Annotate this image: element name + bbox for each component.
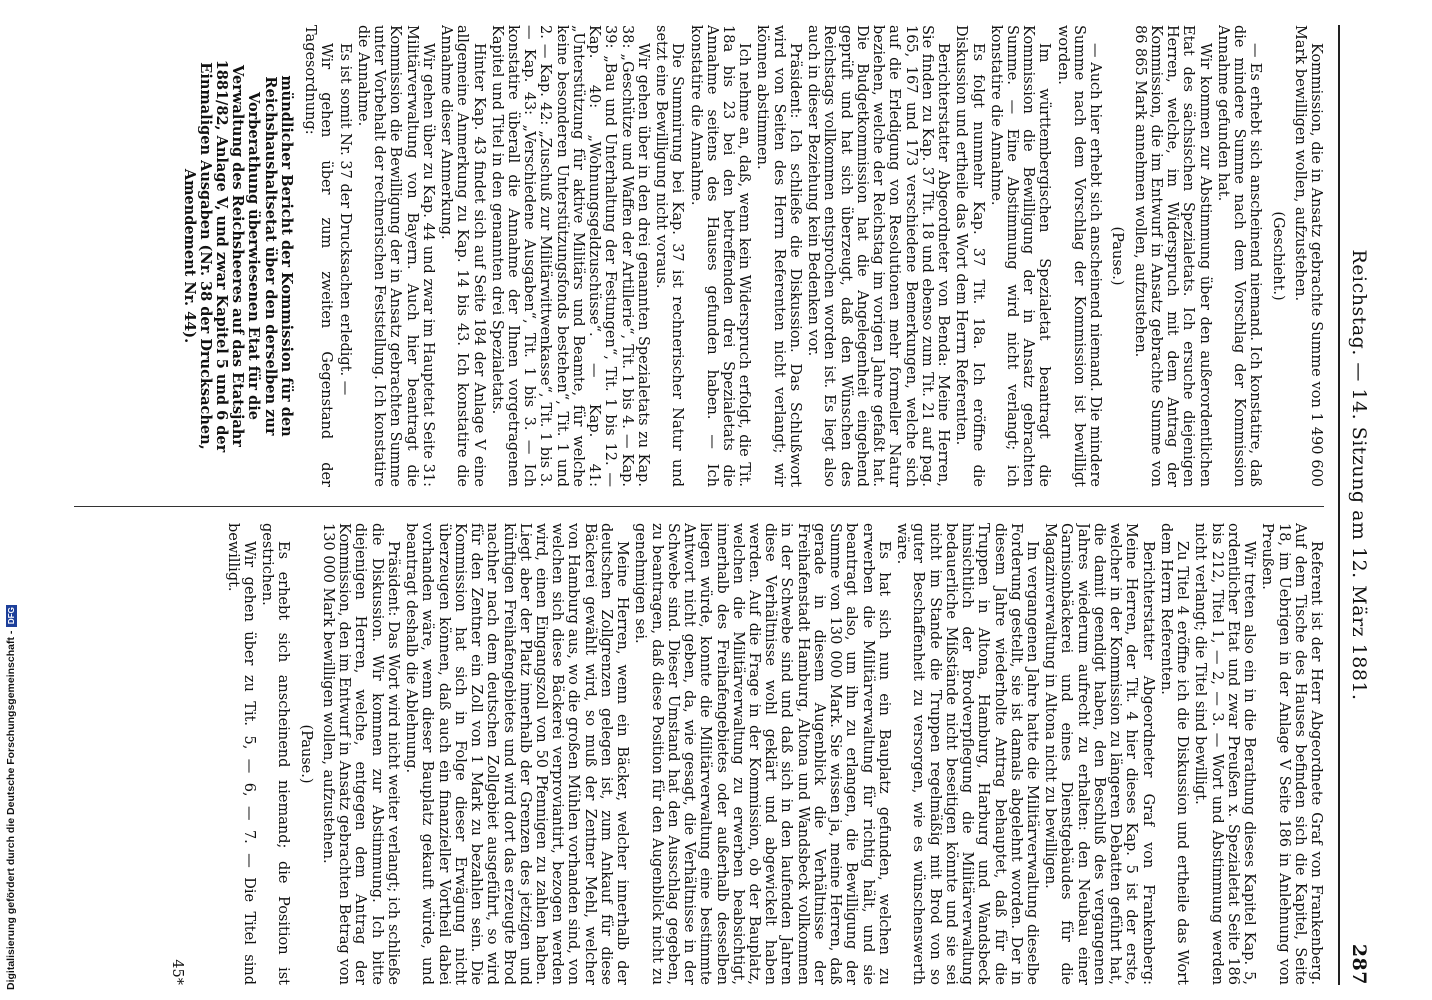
page-header xyxy=(1344,25,1374,985)
agenda-item-heading: mündlicher Bericht der Kommission für den Reichshaushaltsetat über den derselben zur Vorberathung überwiesenen Etat für die Verwaltung des Reichsheeres auf das Etatsjahr 1881/82, Anlage V, und zwar Kapitel 5 und 6 der Einmaligen Ausgaben (Nr. 38 der Drucksachen, Amendement Nr. 44). xyxy=(180,59,295,453)
paragraph: (Geschieht.) xyxy=(1269,211,1286,301)
column-divider xyxy=(74,506,1324,507)
paragraph: Präsident: Das Wort wird nicht weiter verlangt; ich schließe die Diskussion. Wir kommen zur Abstimmung. Ich bitte diejenigen Herren, welche, entgegen dem Antrag der Kommission, den im Entwurf in Ansatz gebrachten Betrag von 130 000 Mark bewilligen wollen, aufzustehen. xyxy=(319,523,401,985)
paragraph: Wir treten also ein in die Berathung dieses Kapitel Kap. 5, ordentlicher Etat und zwar Preußen x. Spezialetat Seite 186 bis 212, Titel 1, — 2, — 3. — Wort und Abstimmung werden nicht verlangt; die Titel sind bewilligt. xyxy=(1192,523,1258,985)
paragraph: Ich nehme an, daß, wenn kein Widerspruch erfolgt, die Tit. 18a bis 23 bei den betreffenden drei Spezialetats die Annahme seitens des Hauses gefunden haben. — Ich konstatire die Annahme. xyxy=(687,25,753,487)
paragraph: Wir kommen zur Abstimmung über den außerordentlichen Etat des sächsischen Spezialetats. Ich ersuche diejenigen Herren, welche, im Widerspruch mit dem Antrag der Kommission, die im Entwurf in Ansatz gebrachte Summe von 86 865 Mark annehmen wollen, aufzustehen. xyxy=(1131,25,1213,487)
paragraph: Referent ist der Herr Abgeordnete Graf von Frankenberg. Auf dem Tische des Hauses befinden sich die Kapitel, Seite 18, im Uebrigen in der Anlage V Seite 186 in Anlehnung von Preußen. xyxy=(1259,523,1324,985)
header-rule xyxy=(1338,25,1340,985)
paragraph: Wir gehen über zu Kap. 44 und zwar im Hauptetat Seite 31: Militärverwaltung von Bayern. Auch hier beantragt die Kommission die Bewilligung der in Ansatz gebrachten Summe unter Vorbehalt der rechnerischen Feststellung. Ich konstatire die Annahme. xyxy=(354,25,436,487)
digitization-credit xyxy=(4,570,18,990)
paragraph: Es ist somit Nr. 37 der Drucksachen erledigt. — xyxy=(336,43,353,396)
paragraph: (Pause.) xyxy=(297,724,314,784)
paragraph: Meine Herren, wenn ein Bäcker, welcher innerhalb der deutschen Zollgrenzen gelegen ist, zum Ankauf für diese Bäckerei gewählt wird, so muß der Zentner Mehl, welcher von Hamburg aus, wo die großen Mühlen vorhanden sind, von welchen sich diese Bäckerei verproviantirt, bezogen werden wird, einen Eingangszoll von 50 Pfennigen zu zahlen haben. Liegt aber der Platz innerhalb der Grenzen des jetzigen und künftigen Freihafengebietes und wird dort das erzeugte Brod nachher nach dem deutschen Zollgebiet ausgeführt, so wird für den Zentner ein Zoll von 1 Mark zu bezahlen sein. Die Kommission hat sich in Folge dieser Erwägung nicht überzeugen können, daß auch ein finanzieller Vortheil dabei vorhanden wäre, wenn dieser Bauplatz gekauft würde, und beantragt deshalb die Ablehnung. xyxy=(403,523,631,985)
dfg-logo-icon: DFG xyxy=(6,605,17,627)
paragraph: Hinter Kap. 43 findet sich auf Seite 184 der Anlage V eine allgemeine Anmerkung zu Kap. 14 bis 43. Ich konstatire die Annahme dieser Anmerkung. xyxy=(438,25,487,487)
paragraph: Berichterstatter Abgeordneter von Benda: Meine Herren, Sie finden zu Kap. 37 Tit. 18 und ebenso zum Tit. 21 auf pag. 165, 167 und 173 verschiedene Bemerkungen, welche sich auf die Erledigung von Resolutionen mehr formeller Natur beziehen, welche der Reichstag im vorigen Jahre gefaßt hat. Die Budgetkommission hat die Angelegenheit eingehend geprüft und hat sich überzeugt, daß den Wünschen des Reichstags vollkommen entsprochen worden ist. Es liegt also auch in dieser Beziehung kein Bedenken vor. xyxy=(805,25,952,487)
paragraph: Kommission, die in Ansatz gebrachte Summe von 1 490 600 Mark bewilligen wollen, aufzustehen. xyxy=(1291,25,1324,487)
page-number: 287 xyxy=(1348,943,1370,985)
paragraph: Zu Titel 4 eröffne ich die Diskussion und ertheile das Wort dem Herrn Referenten. xyxy=(1157,523,1191,985)
paragraph: Im vergangenen Jahre hatte die Militärverwaltung dieselbe Forderung gestellt, sie ist damals abgelehnt worden. Der in diesem Jahre wiederholte Antrag behauptet, daß für die Truppen in Altona, Hamburg, Harburg und Wandsbeck hinsichtlich der Brodverpflegung die Militärverwaltung bedauerliche Mißstände nicht beseitigen könnte und sie sei nicht im Stande die Truppen regelmäßig mit Brod von so guter Beschaffenheit zu versorgen, wie es wünschenswerth wäre. xyxy=(894,523,1041,985)
paragraph: Die Summirung bei Kap. 37 ist rechnerischer Natur und setzt eine Bewilligung nicht voraus. xyxy=(653,25,686,487)
paragraph: Im württembergischen Spezialetat beantragt die Kommission die Bewilligung der in Ansatz gebrachten Summe. — Eine Abstimmung wird nicht verlangt; ich konstatire die Annahme. xyxy=(987,25,1053,487)
paragraph: Wir gehen über zum zweiten Gegenstand der Tagesordnung: xyxy=(302,25,335,487)
page-title: Reichstag. — 14. Sitzung am 12. März 1881. xyxy=(1348,249,1370,701)
right-column xyxy=(64,523,1324,985)
paragraph: Es hat sich nun ein Bauplatz gefunden, welchen zu erwerben die Militärverwaltung für richtig hält, und sie beantragt also, um ihn zu erlangen, die Bewilligung der Summe von 130 000 Mark. Sie wissen ja, meine Herren, daß gerade in diesem Augenblick die Verhältnisse der Freihafenstadt Hamburg, Altona und Wandsbeck vollkommen in der Schwebe sind und daß sich in den laufenden Jahren diese Verhältnisse wohl geklärt und abgewickelt haben werden. Auf die Frage in der Kommission, ob der Bauplatz, welchen die Militärverwaltung zu erwerben beabsichtigt, innerhalb des Freihafengebietes oder außerhalb desselben liegen würde, konnte die Militärverwaltung eine bestimmte Antwort nicht geben, da, wie gesagt, die Verhältnisse in der Schwebe sind. Dieser Umstand hat den Ausschlag gegeben, zu beantragen, daß diese Position für den Augenblick nicht zu genehmigen sei. xyxy=(632,523,892,985)
paragraph: Berichterstatter Abgeordneter Graf von Frankenberg: Meine Herren, der Tit. 4 hier dieses Kap. 5 ist der erste, welcher in der Kommission zu längeren Debatten geführt hat, die damit geendigt haben, den Beschluß des vergangenen Jahres wiederum aufrecht zu erhalten: den Neubau einer Garnisonbäckerei und eines Dienstgebäudes für die Magazinverwaltung in Altona nicht zu bewilligen. xyxy=(1042,523,1156,985)
signature-mark: 45* xyxy=(168,959,185,985)
credit-text: Digitalisierung gefördert durch die Deutsche Forschungsgemeinschaft - xyxy=(5,630,17,990)
paragraph: — Auch hier erhebt sich anscheinend niemand. Die mindere Summe nach dem Vorschlag der Kommission ist bewilligt worden. xyxy=(1054,25,1104,487)
document-page xyxy=(50,25,1380,985)
paragraph: — Es erhebt sich anscheinend niemand. Ich konstatire, daß die mindere Summe nach dem Vorschlag der Kommission Annahme gefunden hat. xyxy=(1214,25,1264,487)
left-column xyxy=(64,25,1324,487)
paragraph: (Pause.) xyxy=(1109,226,1126,286)
paragraph: Wir gehen über zu Tit. 5, — 6, — 7. — Die Titel sind bewilligt. xyxy=(224,523,257,985)
paragraph: Es folgt nunmehr Kap. 37 Tit. 18a. Ich eröffne die Diskussion und ertheile das Wort dem Herrn Referenten. xyxy=(953,25,986,487)
paragraph: Wir gehen über in den drei genannten Spezialetats zu Kap. 38: „Geschütze und Waffen der Artillerie“, Tit. 1 bis 4. — Kap. 39: „Bau und Unterhaltung der Festungen“, Tit. 1 bis 12. — Kap. 40: „Wohnungsgeldzuschüsse“. — Kap. 41: „Unterstützung für aktive Militärs und Beamte, für welche keine besonderen Unterstützungsfonds bestehen“, Tit. 1 und 2. — Kap. 42: „Zuschuß zur Militärwittwenkasse“, Tit. 1 bis 3. — Kap. 43: „Verschiedene Ausgaben“, Tit. 1 bis 3. — Ich konstatire überall die Annahme der Ihnen vorgetragenen Kapitel und Titel in den genannten drei Spezialetats. xyxy=(488,25,651,487)
paragraph: Es erhebt sich anscheinend niemand; die Position ist gestrichen. xyxy=(259,523,292,985)
paragraph: Präsident: Ich schließe die Diskussion. Das Schlußwort wird von Seiten des Herrn Referenten nicht verlangt; wir können abstimmen. xyxy=(754,25,803,487)
